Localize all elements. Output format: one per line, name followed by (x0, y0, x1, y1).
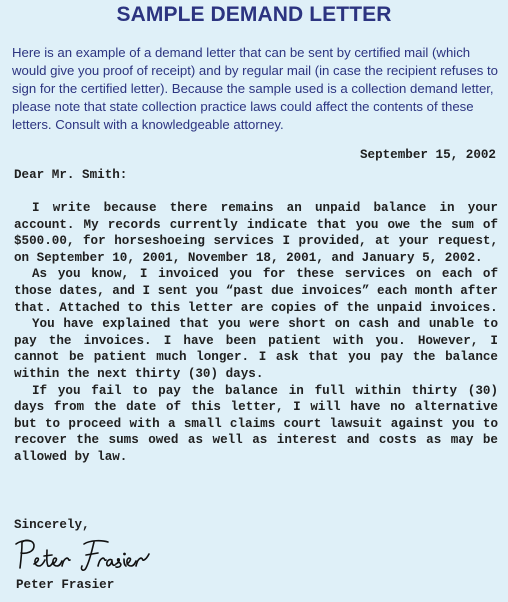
letter-paragraph: As you know, I invoiced you for these services on each of those dates, and I sent you “past due invoices” each month after that. Attached to this letter are copies of the unpaid invoices. (14, 267, 498, 315)
page-title: SAMPLE DEMAND LETTER (116, 3, 392, 26)
letter-salutation: Dear Mr. Smith: (14, 168, 128, 182)
letter-date: September 15, 2002 (359, 148, 496, 162)
letter-closing: Sincerely, (14, 518, 90, 532)
letter-paragraph: You have explained that you were short on cash and unable to pay the invoices. I have been patient with you. However, I cannot be patient much longer. I ask that you pay the balance within the next thirty (30) days. (14, 317, 498, 381)
handwritten-signature (12, 536, 152, 576)
letter-paragraph: If you fail to pay the balance in full within thirty (30) days from the date of this letter, I will have no alternative but to proceed with a small claims court lawsuit against you to recover the sums owed as well as interest and costs as may be allowed by law. (14, 383, 498, 464)
signer-name: Peter Frasier (16, 578, 115, 592)
letter-paragraph: I write because there remains an unpaid balance in your account. My records currently indicate that you owe the sum of $500.00, for horseshoeing services I provided, at your request, on September 10, 2001, November 18, 2001, and January 5, 2002. (14, 201, 498, 265)
letter-body (14, 200, 498, 466)
intro-paragraph: Here is an example of a demand letter that can be sent by certified mail (which would give you proof of receipt) and by regular mail (in case the recipient refuses to sign for the certified letter). Because the sample used is a collection demand letter, please note that state collection practice laws could affect the contents of these letters. Consult with a knowledgeable attorney. (12, 45, 498, 132)
